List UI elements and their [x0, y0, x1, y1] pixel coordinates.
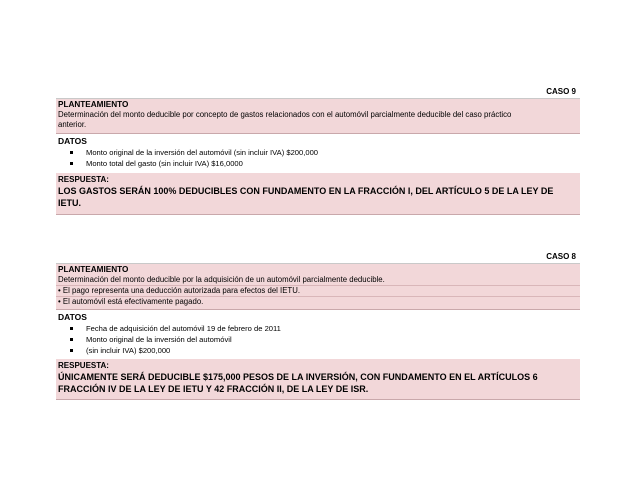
case-8-table: [56, 251, 580, 400]
bullet-icon: [70, 338, 73, 341]
case-8-title: CASO 8: [56, 251, 580, 264]
respuesta-text: LOS GASTOS SERÁN 100% DEDUCIBLES CON FUNDAMENTO EN LA FRACCIÓN I, DEL ARTÍCULO 5 DE LA LEY DE IETU.: [58, 186, 554, 208]
case-9-title: CASO 9: [56, 86, 580, 99]
planteamiento-line: Determinación del monto deducible por la adquisición de un automóvil parcialmente deducible.: [58, 275, 385, 284]
case-8-planteamiento: [56, 264, 580, 310]
case-9-datos: [56, 134, 580, 173]
datos-item: Monto original de la inversión del automóvil (sin incluir IVA) $200,000: [68, 147, 580, 158]
respuesta-heading: RESPUESTA:: [58, 361, 109, 370]
respuesta-text: FRACCIÓN IV DE LA LEY DE IETU Y 42 FRACCIÓN II, DE LA LEY DE ISR.: [58, 384, 369, 394]
datos-list: [56, 147, 580, 169]
bullet-icon: [70, 327, 73, 330]
datos-item: (sin incluir IVA) $200,000: [68, 345, 580, 356]
case-9-planteamiento: [56, 99, 580, 134]
planteamiento-heading: PLANTEAMIENTO: [58, 100, 129, 109]
planteamiento-line: • El pago representa una deducción autorizada para efectos del IETU.: [56, 285, 580, 296]
planteamiento-line: anterior.: [58, 120, 87, 129]
bullet-icon: [70, 151, 73, 154]
datos-item: Fecha de adquisición del automóvil 19 de febrero de 2011: [68, 323, 580, 334]
planteamiento-line: • El automóvil está efectivamente pagado.: [56, 296, 580, 309]
bullet-icon: [70, 349, 73, 352]
case-9-table: [56, 86, 580, 215]
datos-heading: DATOS: [58, 312, 87, 322]
respuesta-text: ÚNICAMENTE SERÁ DEDUCIBLE $175,000 PESOS DE LA INVERSIÓN, CON FUNDAMENTO EN EL ARTÍCULOS 6: [58, 372, 538, 382]
datos-item: Monto original de la inversión del automóvil: [68, 334, 580, 345]
bullet-icon: [70, 162, 73, 165]
datos-item: Monto total del gasto (sin incluir IVA) $16,0000: [68, 158, 580, 169]
datos-list: [56, 323, 580, 356]
datos-heading: DATOS: [58, 136, 87, 146]
planteamiento-line: Determinación del monto deducible por concepto de gastos relacionados con el automóvil parcialmente deducible del caso práctico: [58, 110, 512, 119]
case-8-datos: [56, 310, 580, 359]
case-8-respuesta: [56, 359, 580, 400]
case-9-respuesta: [56, 173, 580, 215]
planteamiento-heading: PLANTEAMIENTO: [58, 265, 129, 274]
respuesta-heading: RESPUESTA:: [58, 175, 109, 184]
